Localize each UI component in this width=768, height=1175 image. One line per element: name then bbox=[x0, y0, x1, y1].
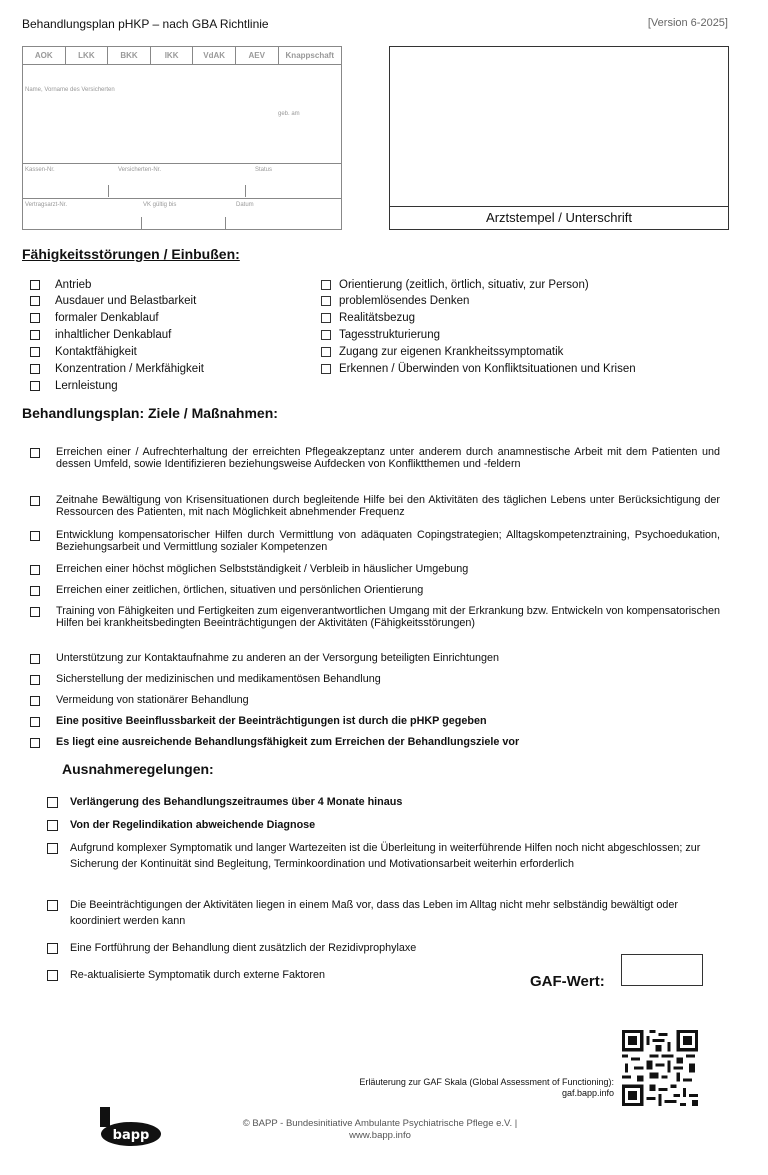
stamp-label: Arztstempel / Unterschrift bbox=[390, 206, 728, 229]
faehigkeit-checkbox-item[interactable] bbox=[30, 295, 196, 307]
checkbox[interactable] bbox=[321, 330, 331, 340]
checkbox[interactable] bbox=[30, 565, 40, 575]
checkbox[interactable] bbox=[30, 654, 40, 664]
item-label: Kontaktfähigkeit bbox=[55, 346, 137, 358]
divider bbox=[225, 217, 226, 229]
faehigkeit-checkbox-item[interactable] bbox=[30, 346, 137, 358]
item-label: Erreichen einer / Aufrechterhaltung der erreichten Pflegeakzeptanz unter anderem durch anamnestische Arbeit mit dem Patienten und dessen Umfeld, sowie Identifizieren beziehungsweise Aufdecken von Konfliktthemen und -feldern bbox=[56, 446, 720, 470]
checkbox[interactable] bbox=[30, 531, 40, 541]
item-label: Re-aktualisierte Symptomatik durch externe Faktoren bbox=[70, 969, 326, 981]
footer-website-link[interactable]: www.bapp.info bbox=[349, 1130, 411, 1141]
versicherten-nr-label: Versicherten-Nr. bbox=[118, 167, 162, 173]
document-title: Behandlungsplan pHKP – nach GBA Richtlinie bbox=[22, 17, 269, 31]
kasse-ikk: IKK bbox=[151, 47, 194, 64]
checkbox[interactable] bbox=[30, 347, 40, 357]
datum-label: Datum bbox=[236, 202, 254, 208]
plan-checkbox-item[interactable] bbox=[30, 695, 720, 707]
item-label: Eine Fortführung der Behandlung dient zusätzlich der Rezidivprophylaxe bbox=[70, 942, 417, 954]
item-label: Training von Fähigkeiten und Fertigkeiten zum eigenverantwortlichen Umgang mit der Erkrankung bzw. Entwickeln von kompensatorischen Hilfen bei krankheitsbedingten Beeinträchtigungen der Aktivitäten (Fähigkeitsstörungen) bbox=[56, 605, 720, 629]
item-label: Unterstützung zur Kontaktaufnahme zu anderen an der Versorgung beteiligten Einrichtungen bbox=[56, 652, 499, 664]
checkbox[interactable] bbox=[30, 313, 40, 323]
divider bbox=[141, 217, 142, 229]
checkbox[interactable] bbox=[30, 607, 40, 617]
kasse-bkk: BKK bbox=[108, 47, 151, 64]
plan-checkbox-item[interactable] bbox=[30, 447, 720, 470]
ausnahme-checkbox-item[interactable] bbox=[47, 940, 707, 956]
item-label: Antrieb bbox=[55, 279, 92, 291]
plan-checkbox-item[interactable] bbox=[30, 716, 720, 728]
gaf-value-field[interactable] bbox=[621, 954, 703, 986]
item-label: Tagesstrukturierung bbox=[339, 329, 440, 341]
checkbox[interactable] bbox=[30, 381, 40, 391]
faehigkeit-checkbox-item[interactable] bbox=[321, 363, 636, 375]
checkbox[interactable] bbox=[47, 820, 58, 831]
checkbox[interactable] bbox=[321, 364, 331, 374]
ausnahme-checkbox-item[interactable] bbox=[47, 840, 707, 872]
item-label: Eine positive Beeinflussbarkeit der Beeinträchtigungen ist durch die pHKP gegeben bbox=[56, 715, 487, 727]
item-label: Orientierung (zeitlich, örtlich, situativ, zur Person) bbox=[339, 279, 589, 291]
plan-checkbox-item[interactable] bbox=[30, 653, 720, 665]
plan-checkbox-item[interactable] bbox=[30, 674, 720, 686]
checkbox[interactable] bbox=[321, 347, 331, 357]
insurance-form-box bbox=[22, 46, 342, 230]
kasse-knappschaft: Knappschaft bbox=[285, 51, 334, 60]
faehigkeit-checkbox-item[interactable] bbox=[321, 346, 563, 358]
checkbox[interactable] bbox=[321, 280, 331, 290]
checkbox[interactable] bbox=[30, 448, 40, 458]
ausnahme-checkbox-item[interactable] bbox=[47, 817, 707, 833]
faehigkeit-checkbox-item[interactable] bbox=[30, 363, 204, 375]
birth-label: geb. am bbox=[278, 111, 300, 117]
item-label: Lernleistung bbox=[55, 380, 118, 392]
checkbox[interactable] bbox=[30, 296, 40, 306]
kasse-aok: AOK bbox=[23, 47, 66, 64]
checkbox[interactable] bbox=[47, 797, 58, 808]
ausnahme-checkbox-item[interactable] bbox=[47, 967, 707, 983]
item-label: Entwicklung kompensatorischer Hilfen durch Vermittlung von adäquaten Copingstrategien; Alltagskompetenztraining, Psychoedukation, Beziehungsarbeit und Vermittlung sozialer Kompetenzen bbox=[56, 529, 720, 553]
checkbox[interactable] bbox=[30, 496, 40, 506]
gaf-explanation bbox=[250, 1077, 614, 1099]
item-label: problemlösendes Denken bbox=[339, 295, 470, 307]
checkbox[interactable] bbox=[30, 696, 40, 706]
kasse-aev: AEV bbox=[236, 47, 279, 64]
plan-checkbox-item[interactable] bbox=[30, 564, 720, 576]
item-label: Erkennen / Überwinden von Konfliktsituationen und Krisen bbox=[339, 363, 636, 375]
item-label: Es liegt eine ausreichende Behandlungsfähigkeit zum Erreichen der Behandlungsziele vor bbox=[56, 736, 520, 748]
item-label: Erreichen einer höchst möglichen Selbstständigkeit / Verbleib in häuslicher Umgebung bbox=[56, 563, 469, 575]
item-label: Realitätsbezug bbox=[339, 312, 416, 324]
footer-line: © BAPP - Bundesinitiative Ambulante Psychiatrische Pflege e.V. | bbox=[242, 1118, 518, 1129]
faehigkeit-checkbox-item[interactable] bbox=[30, 312, 159, 324]
item-label: Sicherstellung der medizinischen und medikamentösen Behandlung bbox=[56, 673, 381, 685]
checkbox[interactable] bbox=[47, 970, 58, 981]
item-label: Erreichen einer zeitlichen, örtlichen, situativen und persönlichen Orientierung bbox=[56, 584, 424, 596]
ausnahme-checkbox-item[interactable] bbox=[47, 794, 707, 810]
checkbox[interactable] bbox=[30, 364, 40, 374]
logo-text: bapp bbox=[112, 1128, 150, 1143]
divider bbox=[23, 163, 341, 164]
plan-checkbox-item[interactable] bbox=[30, 585, 720, 597]
checkbox[interactable] bbox=[30, 330, 40, 340]
faehigkeit-checkbox-item[interactable] bbox=[30, 329, 171, 341]
ausnahme-heading: Ausnahmeregelungen: bbox=[62, 761, 214, 777]
faehigkeit-heading: Fähigkeitsstörungen / Einbußen: bbox=[22, 246, 240, 262]
checkbox[interactable] bbox=[321, 313, 331, 323]
checkbox[interactable] bbox=[47, 843, 58, 854]
version-label: [Version 6-2025] bbox=[647, 17, 728, 29]
doctor-stamp-box[interactable] bbox=[389, 46, 729, 230]
item-label: Zugang zur eigenen Krankheitssymptomatik bbox=[339, 346, 564, 358]
plan-checkbox-item[interactable] bbox=[30, 530, 720, 553]
plan-checkbox-item[interactable] bbox=[30, 737, 720, 749]
qr-code-icon bbox=[622, 1030, 698, 1106]
divider bbox=[23, 198, 341, 199]
checkbox[interactable] bbox=[30, 586, 40, 596]
gaf-explanation-line: Erläuterung zur GAF Skala (Global Assessment of Functioning): bbox=[359, 1077, 614, 1087]
checkbox[interactable] bbox=[30, 280, 40, 290]
checkbox[interactable] bbox=[30, 717, 40, 727]
ausnahme-checkbox-item[interactable] bbox=[47, 897, 707, 929]
item-label: Vermeidung von stationärer Behandlung bbox=[56, 694, 249, 706]
checkbox[interactable] bbox=[30, 738, 40, 748]
checkbox[interactable] bbox=[47, 900, 58, 911]
item-label: formaler Denkablauf bbox=[55, 312, 159, 324]
vk-label: VK gültig bis bbox=[143, 202, 177, 208]
item-label: inhaltlicher Denkablauf bbox=[55, 329, 172, 341]
item-label: Ausdauer und Belastbarkeit bbox=[55, 295, 197, 307]
faehigkeit-checkbox-item[interactable] bbox=[321, 329, 440, 341]
faehigkeit-checkbox-item[interactable] bbox=[30, 380, 118, 392]
gaf-label: GAF-Wert: bbox=[530, 973, 605, 990]
checkbox[interactable] bbox=[321, 296, 331, 306]
item-label: Verlängerung des Behandlungszeitraumes über 4 Monate hinaus bbox=[70, 796, 403, 808]
plan-checkbox-item[interactable] bbox=[30, 606, 720, 629]
status-label: Status bbox=[255, 167, 273, 173]
plan-heading: Behandlungsplan: Ziele / Maßnahmen: bbox=[22, 405, 278, 421]
item-label: Die Beeinträchtigungen der Aktivitäten liegen in einem Maß vor, dass das Leben im Alltag nicht mehr selbständig bewältigt oder koordiniert werden kann bbox=[70, 899, 678, 927]
gaf-link[interactable]: gaf.bapp.info bbox=[561, 1088, 614, 1098]
item-label: Konzentration / Merkfähigkeit bbox=[55, 363, 204, 375]
kassen-nr-label: Kassen-Nr. bbox=[25, 167, 55, 173]
vertragsarzt-label: Vertragsarzt-Nr. bbox=[25, 202, 68, 208]
item-label: Aufgrund komplexer Symptomatik und langer Wartezeiten ist die Überleitung in weiterführende Hilfen noch nicht abgeschlossen; zur Sicherung der Kontinuität sind Begleitung, Terminkoordination und Motivationsarbeit weiterhin erforderlich bbox=[70, 842, 701, 870]
divider bbox=[245, 185, 246, 197]
footer-copyright bbox=[190, 1118, 570, 1142]
name-label: Name, Vorname des Versicherten bbox=[25, 87, 115, 93]
kasse-lkk: LKK bbox=[66, 47, 109, 64]
item-label: Zeitnahe Bewältigung von Krisensituationen durch begleitende Hilfe bei den Aktivitäten des täglichen Lebens unter Berücksichtigung der Ressourcen des Patienten, mit nach Möglichkeit abnehmender Frequenz bbox=[56, 494, 720, 518]
checkbox[interactable] bbox=[30, 675, 40, 685]
checkbox[interactable] bbox=[47, 943, 58, 954]
kasse-vdak: VdAK bbox=[193, 47, 236, 64]
faehigkeit-checkbox-item[interactable] bbox=[30, 279, 91, 291]
faehigkeit-checkbox-item[interactable] bbox=[321, 312, 415, 324]
faehigkeit-checkbox-item[interactable] bbox=[321, 295, 469, 307]
item-label: Von der Regelindikation abweichende Diagnose bbox=[70, 819, 316, 831]
plan-checkbox-item[interactable] bbox=[30, 495, 720, 518]
faehigkeit-checkbox-item[interactable] bbox=[321, 279, 589, 291]
divider bbox=[108, 185, 109, 197]
kassen-row bbox=[23, 47, 341, 65]
bapp-logo-icon bbox=[100, 1107, 162, 1147]
